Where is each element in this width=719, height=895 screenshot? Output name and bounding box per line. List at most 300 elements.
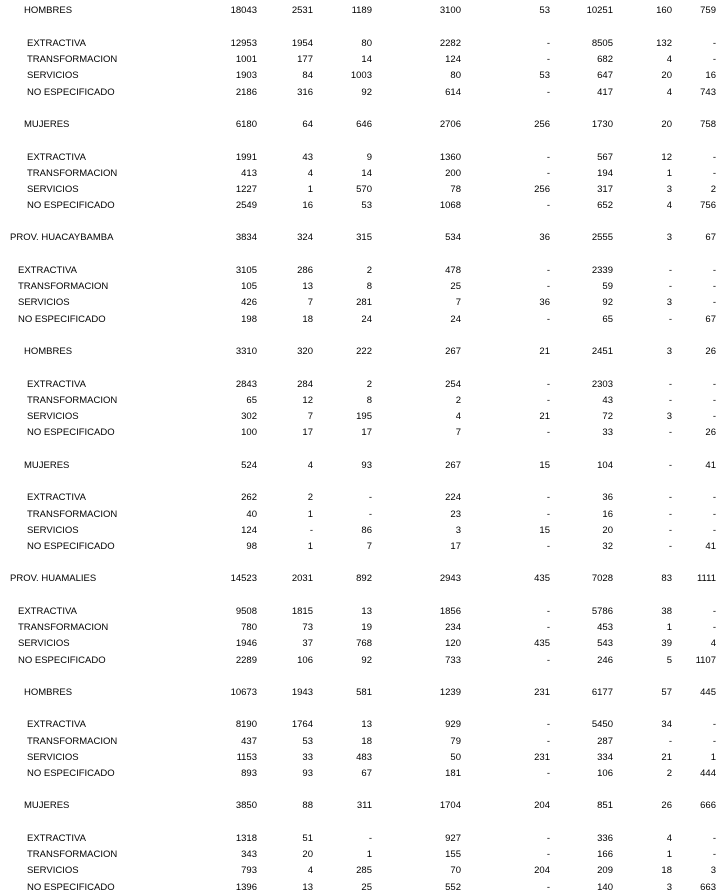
cell-value: 2451 xyxy=(591,346,613,357)
cell-value: - xyxy=(712,281,716,292)
cell-value: 3 xyxy=(666,232,672,243)
cell-value: 285 xyxy=(356,865,372,876)
cell-value: 437 xyxy=(241,736,257,747)
cell-value: 478 xyxy=(445,265,461,276)
cell-value: 8 xyxy=(366,395,372,406)
cell-value: 53 xyxy=(361,200,372,211)
row-label: TRANSFORMACION xyxy=(27,395,118,406)
cell-value: 20 xyxy=(602,525,613,536)
cell-value: 927 xyxy=(445,833,461,844)
cell-value: 86 xyxy=(361,525,372,536)
sector-row xyxy=(0,540,719,553)
cell-value: 20 xyxy=(302,849,313,860)
cell-value: - xyxy=(668,525,672,536)
cell-value: 3100 xyxy=(439,5,461,16)
cell-value: 181 xyxy=(445,768,461,779)
cell-value: - xyxy=(712,849,716,860)
cell-value: 3 xyxy=(666,297,672,308)
row-label: NO ESPECIFICADO xyxy=(27,882,115,893)
row-label: EXTRACTIVA xyxy=(27,152,86,163)
cell-value: 2943 xyxy=(439,573,461,584)
row-label: NO ESPECIFICADO xyxy=(18,314,106,325)
cell-value: 1360 xyxy=(439,152,461,163)
row-label: SERVICIOS xyxy=(27,184,79,195)
cell-value: 267 xyxy=(445,346,461,357)
cell-value: - xyxy=(546,265,550,276)
cell-value: 759 xyxy=(700,5,716,16)
sector-row xyxy=(0,199,719,212)
cell-value: 4 xyxy=(666,54,672,65)
cell-value: - xyxy=(668,265,672,276)
cell-value: 7 xyxy=(307,411,313,422)
cell-value: 21 xyxy=(661,752,672,763)
sex-row xyxy=(0,459,719,472)
row-label: MUJERES xyxy=(24,119,70,130)
cell-value: 5 xyxy=(666,655,672,666)
row-label: SERVICIOS xyxy=(18,297,70,308)
cell-value: - xyxy=(546,541,550,552)
cell-value: 1153 xyxy=(236,752,257,763)
cell-value: 25 xyxy=(361,882,372,893)
cell-value: 100 xyxy=(241,427,257,438)
cell-value: - xyxy=(712,622,716,633)
province-row xyxy=(0,231,719,244)
sector-row xyxy=(0,394,719,407)
cell-value: 43 xyxy=(602,395,613,406)
cell-value: 177 xyxy=(297,54,313,65)
cell-value: - xyxy=(712,168,716,179)
cell-value: 929 xyxy=(445,719,461,730)
province-row xyxy=(0,572,719,585)
sector-row xyxy=(0,718,719,731)
cell-value: - xyxy=(546,152,550,163)
cell-value: 2031 xyxy=(291,573,313,584)
row-label: EXTRACTIVA xyxy=(27,719,86,730)
cell-value: 254 xyxy=(445,379,461,390)
cell-value: 72 xyxy=(602,411,613,422)
sex-row xyxy=(0,799,719,812)
cell-value: 281 xyxy=(356,297,372,308)
cell-value: 768 xyxy=(356,638,372,649)
sector-row xyxy=(0,426,719,439)
cell-value: 4 xyxy=(307,168,313,179)
row-label: NO ESPECIFICADO xyxy=(27,541,115,552)
cell-value: 413 xyxy=(241,168,257,179)
cell-value: 36 xyxy=(539,297,550,308)
sector-row xyxy=(0,605,719,618)
cell-value: 17 xyxy=(302,427,313,438)
cell-value: 552 xyxy=(445,882,461,893)
cell-value: 756 xyxy=(700,200,716,211)
row-label: NO ESPECIFICADO xyxy=(18,655,106,666)
cell-value: 36 xyxy=(602,492,613,503)
cell-value: 14523 xyxy=(230,573,257,584)
cell-value: 435 xyxy=(534,638,550,649)
sector-row xyxy=(0,524,719,537)
sector-row xyxy=(0,313,719,326)
cell-value: 7 xyxy=(455,297,461,308)
cell-value: - xyxy=(668,736,672,747)
cell-value: - xyxy=(712,395,716,406)
cell-value: - xyxy=(712,54,716,65)
sector-row xyxy=(0,832,719,845)
cell-value: 79 xyxy=(450,736,461,747)
cell-value: 231 xyxy=(534,687,550,698)
cell-value: 41 xyxy=(705,541,716,552)
cell-value: 1991 xyxy=(235,152,257,163)
cell-value: 9508 xyxy=(235,606,257,617)
cell-value: 2531 xyxy=(291,5,313,16)
cell-value: 262 xyxy=(241,492,257,503)
sector-row xyxy=(0,637,719,650)
cell-value: 34 xyxy=(661,719,672,730)
cell-value: 284 xyxy=(297,379,313,390)
cell-value: 758 xyxy=(700,119,716,130)
sector-row xyxy=(0,86,719,99)
cell-value: 16 xyxy=(302,200,313,211)
cell-value: - xyxy=(712,606,716,617)
cell-value: 2289 xyxy=(235,655,257,666)
cell-value: - xyxy=(546,379,550,390)
row-label: EXTRACTIVA xyxy=(18,265,77,276)
cell-value: 3 xyxy=(710,865,716,876)
cell-value: 106 xyxy=(297,655,313,666)
cell-value: 3310 xyxy=(235,346,257,357)
cell-value: 40 xyxy=(246,509,257,520)
sex-row xyxy=(0,118,719,131)
cell-value: 67 xyxy=(705,314,716,325)
cell-value: 4 xyxy=(455,411,461,422)
cell-value: 647 xyxy=(597,70,613,81)
cell-value: - xyxy=(546,849,550,860)
row-label: SERVICIOS xyxy=(27,865,79,876)
row-label: MUJERES xyxy=(24,460,70,471)
cell-value: 12953 xyxy=(230,38,257,49)
row-label: SERVICIOS xyxy=(27,752,79,763)
cell-value: - xyxy=(546,395,550,406)
sector-row xyxy=(0,151,719,164)
cell-value: 234 xyxy=(445,622,461,633)
cell-value: 1946 xyxy=(235,638,257,649)
cell-value: 1239 xyxy=(439,687,461,698)
cell-value: 652 xyxy=(597,200,613,211)
cell-value: 2549 xyxy=(235,200,257,211)
cell-value: 1 xyxy=(666,849,672,860)
cell-value: 286 xyxy=(297,265,313,276)
cell-value: 2 xyxy=(307,492,313,503)
cell-value: 3 xyxy=(455,525,461,536)
cell-value: 8 xyxy=(366,281,372,292)
cell-value: 1 xyxy=(307,184,313,195)
cell-value: 17 xyxy=(361,427,372,438)
cell-value: 733 xyxy=(445,655,461,666)
cell-value: 124 xyxy=(445,54,461,65)
row-label: NO ESPECIFICADO xyxy=(27,427,115,438)
cell-value: 1068 xyxy=(439,200,461,211)
row-label: PROV. HUACAYBAMBA xyxy=(10,232,114,243)
cell-value: 246 xyxy=(597,655,613,666)
cell-value: 1318 xyxy=(235,833,257,844)
sector-row xyxy=(0,621,719,634)
cell-value: - xyxy=(668,395,672,406)
cell-value: 1856 xyxy=(439,606,461,617)
cell-value: 92 xyxy=(361,655,372,666)
cell-value: - xyxy=(546,492,550,503)
cell-value: 417 xyxy=(597,87,613,98)
cell-value: - xyxy=(546,606,550,617)
cell-value: 4 xyxy=(666,200,672,211)
cell-value: 317 xyxy=(597,184,613,195)
row-label: EXTRACTIVA xyxy=(27,833,86,844)
cell-value: 1396 xyxy=(235,882,257,893)
cell-value: 2339 xyxy=(591,265,613,276)
row-label: SERVICIOS xyxy=(27,70,79,81)
cell-value: 195 xyxy=(356,411,372,422)
cell-value: 33 xyxy=(602,427,613,438)
cell-value: 160 xyxy=(656,5,672,16)
cell-value: 92 xyxy=(602,297,613,308)
cell-value: - xyxy=(712,736,716,747)
cell-value: - xyxy=(712,265,716,276)
row-label: NO ESPECIFICADO xyxy=(27,87,115,98)
cell-value: 65 xyxy=(246,395,257,406)
cell-value: - xyxy=(546,427,550,438)
row-label: SERVICIOS xyxy=(27,525,79,536)
cell-value: 24 xyxy=(450,314,461,325)
cell-value: 104 xyxy=(597,460,613,471)
cell-value: 21 xyxy=(539,411,550,422)
cell-value: 334 xyxy=(597,752,613,763)
row-label: TRANSFORMACION xyxy=(18,281,109,292)
cell-value: 4 xyxy=(666,87,672,98)
cell-value: 73 xyxy=(302,622,313,633)
cell-value: 793 xyxy=(241,865,257,876)
cell-value: - xyxy=(668,541,672,552)
sector-row xyxy=(0,881,719,894)
cell-value: 336 xyxy=(597,833,613,844)
sector-row xyxy=(0,751,719,764)
cell-value: 2 xyxy=(666,768,672,779)
cell-value: 105 xyxy=(241,281,257,292)
cell-value: 32 xyxy=(602,541,613,552)
cell-value: 25 xyxy=(450,281,461,292)
cell-value: 23 xyxy=(450,509,461,520)
cell-value: - xyxy=(546,882,550,893)
cell-value: 8505 xyxy=(591,38,613,49)
cell-value: 78 xyxy=(450,184,461,195)
sex-row xyxy=(0,345,719,358)
cell-value: - xyxy=(668,379,672,390)
cell-value: 36 xyxy=(539,232,550,243)
sex-row xyxy=(0,4,719,17)
cell-value: - xyxy=(546,54,550,65)
cell-value: 7028 xyxy=(591,573,613,584)
row-label: TRANSFORMACION xyxy=(27,54,118,65)
cell-value: 166 xyxy=(597,849,613,860)
row-label: EXTRACTIVA xyxy=(27,38,86,49)
cell-value: 65 xyxy=(602,314,613,325)
cell-value: 88 xyxy=(302,800,313,811)
sector-row xyxy=(0,410,719,423)
cell-value: 7 xyxy=(455,427,461,438)
cell-value: 567 xyxy=(597,152,613,163)
cell-value: 581 xyxy=(356,687,372,698)
cell-value: 6180 xyxy=(235,119,257,130)
cell-value: 15 xyxy=(539,525,550,536)
cell-value: - xyxy=(546,314,550,325)
cell-value: - xyxy=(546,281,550,292)
cell-value: 26 xyxy=(661,800,672,811)
cell-value: 51 xyxy=(302,833,313,844)
cell-value: 1 xyxy=(666,168,672,179)
sector-row xyxy=(0,848,719,861)
cell-value: 302 xyxy=(241,411,257,422)
row-label: SERVICIOS xyxy=(27,411,79,422)
row-label: NO ESPECIFICADO xyxy=(27,200,115,211)
cell-value: 6177 xyxy=(591,687,613,698)
cell-value: 200 xyxy=(445,168,461,179)
cell-value: 4 xyxy=(307,865,313,876)
cell-value: 4 xyxy=(307,460,313,471)
row-label: EXTRACTIVA xyxy=(27,492,86,503)
cell-value: 80 xyxy=(361,38,372,49)
cell-value: 8190 xyxy=(235,719,257,730)
cell-value: 267 xyxy=(445,460,461,471)
row-label: PROV. HUAMALIES xyxy=(10,573,97,584)
cell-value: 524 xyxy=(241,460,257,471)
cell-value: 570 xyxy=(356,184,372,195)
cell-value: 1003 xyxy=(350,70,372,81)
cell-value: 2282 xyxy=(439,38,461,49)
sector-row xyxy=(0,167,719,180)
cell-value: 231 xyxy=(534,752,550,763)
sector-row xyxy=(0,864,719,877)
cell-value: 2 xyxy=(455,395,461,406)
cell-value: 315 xyxy=(356,232,372,243)
cell-value: 38 xyxy=(661,606,672,617)
row-label: NO ESPECIFICADO xyxy=(27,768,115,779)
sector-row xyxy=(0,767,719,780)
cell-value: - xyxy=(546,38,550,49)
cell-value: 1001 xyxy=(235,54,257,65)
cell-value: 3 xyxy=(666,346,672,357)
cell-value: 17 xyxy=(450,541,461,552)
cell-value: 7 xyxy=(307,297,313,308)
row-label: TRANSFORMACION xyxy=(27,509,118,520)
cell-value: 124 xyxy=(241,525,257,536)
cell-value: 3 xyxy=(666,411,672,422)
cell-value: 2303 xyxy=(591,379,613,390)
cell-value: 53 xyxy=(539,70,550,81)
cell-value: - xyxy=(546,736,550,747)
cell-value: 13 xyxy=(302,281,313,292)
cell-value: 120 xyxy=(445,638,461,649)
cell-value: 53 xyxy=(302,736,313,747)
cell-value: 1954 xyxy=(291,38,313,49)
cell-value: 209 xyxy=(597,865,613,876)
cell-value: 14 xyxy=(361,54,372,65)
cell-value: 1903 xyxy=(235,70,257,81)
cell-value: 534 xyxy=(445,232,461,243)
cell-value: 26 xyxy=(705,427,716,438)
cell-value: - xyxy=(712,297,716,308)
cell-value: 222 xyxy=(356,346,372,357)
cell-value: 2843 xyxy=(235,379,257,390)
cell-value: 453 xyxy=(597,622,613,633)
cell-value: - xyxy=(712,492,716,503)
row-label: TRANSFORMACION xyxy=(27,168,118,179)
cell-value: - xyxy=(712,833,716,844)
cell-value: 682 xyxy=(597,54,613,65)
cell-value: 1227 xyxy=(235,184,257,195)
cell-value: 1 xyxy=(710,752,716,763)
cell-value: 80 xyxy=(450,70,461,81)
cell-value: 64 xyxy=(302,119,313,130)
cell-value: - xyxy=(368,509,372,520)
cell-value: 3834 xyxy=(235,232,257,243)
cell-value: 12 xyxy=(661,152,672,163)
cell-value: - xyxy=(546,719,550,730)
cell-value: - xyxy=(546,168,550,179)
cell-value: 70 xyxy=(450,865,461,876)
cell-value: - xyxy=(309,525,313,536)
cell-value: 21 xyxy=(539,346,550,357)
cell-value: 18 xyxy=(361,736,372,747)
cell-value: 13 xyxy=(361,606,372,617)
cell-value: 67 xyxy=(361,768,372,779)
cell-value: 666 xyxy=(700,800,716,811)
cell-value: - xyxy=(546,655,550,666)
cell-value: 614 xyxy=(445,87,461,98)
cell-value: - xyxy=(668,281,672,292)
cell-value: 851 xyxy=(597,800,613,811)
cell-value: 26 xyxy=(705,346,716,357)
cell-value: 204 xyxy=(534,800,550,811)
sector-row xyxy=(0,508,719,521)
cell-value: 444 xyxy=(700,768,716,779)
cell-value: 1 xyxy=(666,622,672,633)
cell-value: 59 xyxy=(602,281,613,292)
cell-value: 1107 xyxy=(695,655,716,666)
cell-value: 4 xyxy=(710,638,716,649)
cell-value: 435 xyxy=(534,573,550,584)
row-label: HOMBRES xyxy=(24,346,73,357)
cell-value: 1815 xyxy=(291,606,313,617)
cell-value: 646 xyxy=(356,119,372,130)
cell-value: 311 xyxy=(356,800,372,811)
row-label: SERVICIOS xyxy=(18,638,70,649)
row-label: TRANSFORMACION xyxy=(18,622,109,633)
cell-value: 84 xyxy=(302,70,313,81)
cell-value: 24 xyxy=(361,314,372,325)
cell-value: 320 xyxy=(297,346,313,357)
cell-value: 10673 xyxy=(230,687,257,698)
cell-value: 1189 xyxy=(351,5,372,16)
cell-value: - xyxy=(712,38,716,49)
cell-value: 2555 xyxy=(591,232,613,243)
cell-value: 663 xyxy=(700,882,716,893)
cell-value: 1 xyxy=(366,849,372,860)
cell-value: 1730 xyxy=(591,119,613,130)
cell-value: 50 xyxy=(450,752,461,763)
row-label: EXTRACTIVA xyxy=(18,606,77,617)
cell-value: 37 xyxy=(302,638,313,649)
cell-value: 57 xyxy=(661,687,672,698)
cell-value: 256 xyxy=(534,119,550,130)
cell-value: 1764 xyxy=(291,719,313,730)
cell-value: - xyxy=(668,492,672,503)
row-label: HOMBRES xyxy=(24,5,73,16)
